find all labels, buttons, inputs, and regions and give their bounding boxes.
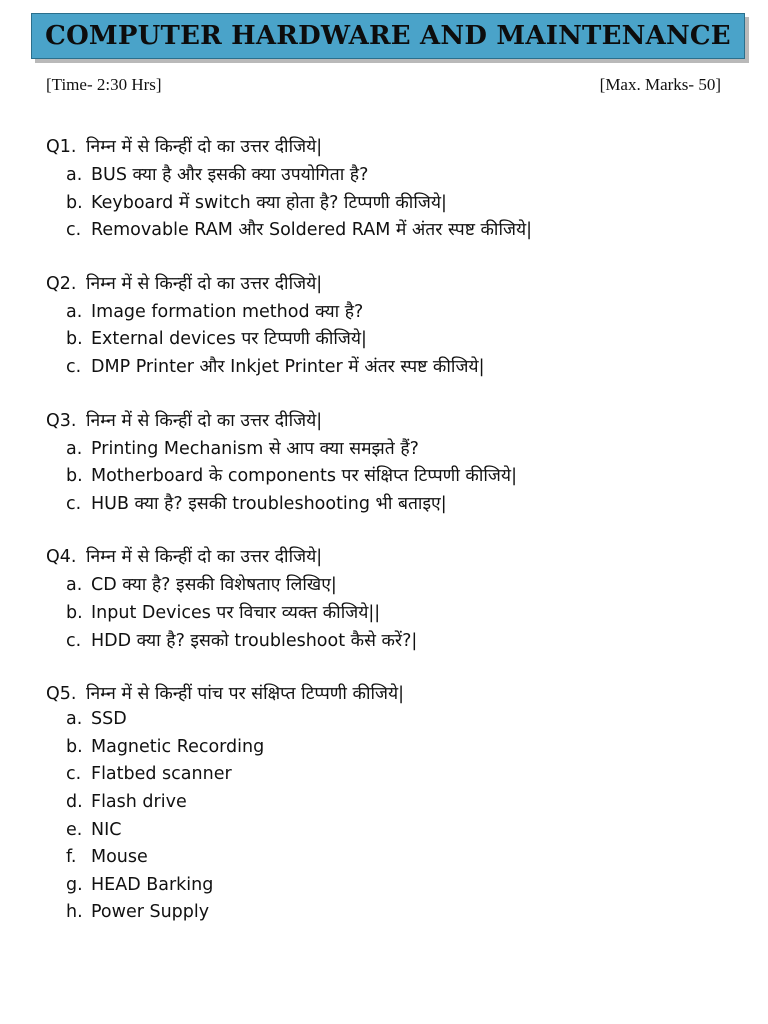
sub-question-text: Power Supply [91,902,210,923]
sub-question [46,902,746,930]
sub-question-letter: c. [66,630,82,651]
sub-question [46,764,746,792]
sub-question [46,600,746,628]
question-text: निम्न में से किन्हीं दो का उत्तर दीजिये| [86,273,323,294]
sub-question-letter: c. [66,764,82,785]
question-number: Q1. [46,137,77,157]
question-number: Q2. [46,273,77,294]
sub-question [46,792,746,820]
sub-question-list [46,299,746,382]
max-marks-label: [Max. Marks- 50] [599,75,721,94]
sub-question-list [46,162,746,245]
question-text: निम्न में से किन्हीं पांच पर संक्षिप्त टिप्पणी कीजिये| [86,684,405,705]
sub-question-text: DMP Printer और Inkjet Printer में अंतर स्पष्ट कीजिये| [91,356,485,377]
sub-question [46,162,746,190]
sub-question-list [46,436,746,519]
question-text: निम्न में से किन्हीं दो का उत्तर दीजिये| [86,410,323,431]
question-number: Q4. [46,547,77,568]
sub-question-list [46,709,746,930]
sub-question-letter: c. [66,493,82,514]
sub-question-letter: d. [66,791,83,812]
sub-question-letter: b. [66,329,83,350]
question-block [46,408,746,519]
question-block [46,544,746,655]
sub-question-letter: a. [66,575,83,596]
sub-question-letter: a. [66,438,83,459]
sub-question-letter: b. [66,602,83,623]
sub-question [46,436,746,464]
page-title: COMPUTER HARDWARE AND MAINTENANCE [45,21,731,51]
sub-question-text: Flatbed scanner [91,764,232,785]
question-heading [46,134,746,162]
sub-question-text: Image formation method क्या है? [91,301,364,322]
sub-question-text: Input Devices पर विचार व्यक्त कीजिये|| [91,602,381,623]
sub-question-letter: f. [66,847,77,868]
sub-question-letter: c. [66,356,82,377]
sub-question-letter: b. [66,466,83,487]
sub-question-letter: b. [66,736,83,757]
sub-question-text: Magnetic Recording [91,736,265,757]
question-text: निम्न में से किन्हीं दो का उत्तर दीजिये| [86,547,323,568]
sub-question [46,847,746,875]
question-heading [46,271,746,299]
time-label: [Time- 2:30 Hrs] [46,75,162,94]
question-heading [46,408,746,436]
sub-question-text: Keyboard में switch क्या होता है? टिप्पणी कीजिये| [91,192,447,213]
question-number: Q5. [46,684,77,705]
sub-question [46,354,746,382]
sub-question [46,217,746,245]
sub-question-text: HDD क्या है? इसको troubleshoot कैसे करें?| [91,630,418,651]
sub-question [46,491,746,519]
sub-question [46,572,746,600]
sub-question-letter: e. [66,819,83,840]
question-heading [46,681,746,709]
sub-question [46,326,746,354]
sub-question [46,820,746,848]
title-banner [31,13,745,59]
question-block [46,681,746,930]
question-list [46,134,746,930]
sub-question-text: Mouse [91,847,148,868]
sub-question [46,299,746,327]
sub-question-text: NIC [91,819,122,840]
question-heading [46,544,746,572]
sub-question-letter: c. [66,220,82,241]
sub-question-text: External devices पर टिप्पणी कीजिये| [91,329,367,350]
sub-question-text: HEAD Barking [91,874,214,895]
sub-question-text: CD क्या है? इसकी विशेषताए लिखिए| [91,575,337,596]
sub-question [46,628,746,656]
sub-question-text: SSD [91,709,127,730]
sub-question-letter: g. [66,874,83,895]
sub-question-letter: b. [66,192,83,213]
question-text: निम्न में से किन्हीं दो का उत्तर दीजिये| [86,137,323,157]
sub-question [46,737,746,765]
sub-question-text: Motherboard के components पर संक्षिप्त टिप्पणी कीजिये| [91,466,517,487]
sub-question [46,463,746,491]
sub-question [46,190,746,218]
sub-question-text: Removable RAM और Soldered RAM में अंतर स्पष्ट कीजिये| [91,220,533,241]
sub-question-list [46,572,746,655]
sub-question-text: Printing Mechanism से आप क्या समझते हैं? [91,438,419,459]
sub-question-letter: a. [66,709,83,730]
sub-question-letter: a. [66,165,83,185]
sub-question [46,875,746,903]
question-block [46,134,746,245]
sub-question-letter: a. [66,301,83,322]
sub-question [46,709,746,737]
sub-question-text: Flash drive [91,791,187,812]
question-block [46,271,746,382]
sub-question-text: HUB क्या है? इसकी troubleshooting भी बताइए| [91,493,447,514]
question-number: Q3. [46,410,77,431]
sub-question-letter: h. [66,902,83,923]
sub-question-text: BUS क्या है और इसकी क्या उपयोगिता है? [91,165,369,185]
